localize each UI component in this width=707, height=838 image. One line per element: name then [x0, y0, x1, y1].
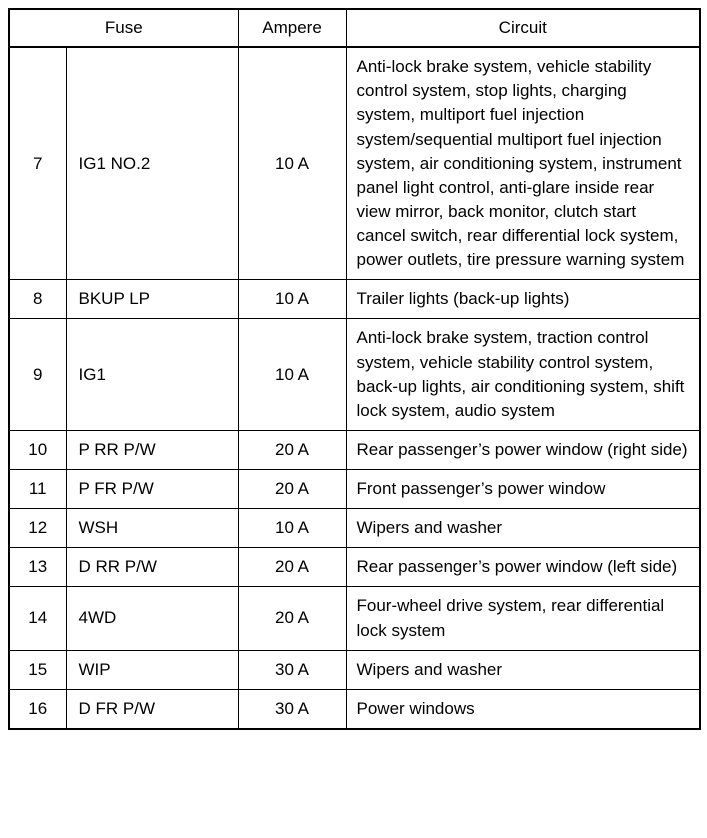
fuse-name: IG1 — [66, 319, 238, 431]
fuse-number: 15 — [9, 650, 66, 689]
fuse-circuit: Trailer lights (back-up lights) — [346, 280, 700, 319]
fuse-name: WSH — [66, 509, 238, 548]
fuse-circuit: Wipers and washer — [346, 650, 700, 689]
table-row — [9, 587, 700, 650]
fuse-number: 9 — [9, 319, 66, 431]
table-row — [9, 319, 700, 431]
fuse-ampere: 10 A — [238, 509, 346, 548]
fuse-number: 7 — [9, 47, 66, 280]
fuse-ampere: 10 A — [238, 280, 346, 319]
table-header-row — [9, 9, 700, 47]
fuse-circuit: Anti-lock brake system, traction control system, vehicle stability control system, back-up lights, air conditioning system, shift lock system, audio system — [346, 319, 700, 431]
fuse-table — [8, 8, 701, 730]
fuse-name: IG1 NO.2 — [66, 47, 238, 280]
table-row — [9, 470, 700, 509]
table-row — [9, 650, 700, 689]
table-body — [9, 47, 700, 729]
fuse-circuit: Four-wheel drive system, rear differential lock system — [346, 587, 700, 650]
table-row — [9, 430, 700, 469]
table-row — [9, 280, 700, 319]
fuse-ampere: 20 A — [238, 470, 346, 509]
fuse-name: WIP — [66, 650, 238, 689]
fuse-ampere: 20 A — [238, 430, 346, 469]
fuse-ampere: 20 A — [238, 587, 346, 650]
fuse-circuit: Rear passenger’s power window (right side) — [346, 430, 700, 469]
fuse-ampere: 10 A — [238, 47, 346, 280]
header-ampere: Ampere — [238, 9, 346, 47]
table-row — [9, 548, 700, 587]
fuse-name: D RR P/W — [66, 548, 238, 587]
fuse-ampere: 30 A — [238, 689, 346, 729]
fuse-circuit: Front passenger’s power window — [346, 470, 700, 509]
fuse-number: 8 — [9, 280, 66, 319]
fuse-circuit: Power windows — [346, 689, 700, 729]
fuse-number: 13 — [9, 548, 66, 587]
table-row — [9, 509, 700, 548]
fuse-name: BKUP LP — [66, 280, 238, 319]
fuse-number: 10 — [9, 430, 66, 469]
fuse-ampere: 20 A — [238, 548, 346, 587]
fuse-number: 14 — [9, 587, 66, 650]
fuse-name: P RR P/W — [66, 430, 238, 469]
header-circuit: Circuit — [346, 9, 700, 47]
fuse-name: P FR P/W — [66, 470, 238, 509]
fuse-number: 16 — [9, 689, 66, 729]
fuse-circuit: Rear passenger’s power window (left side) — [346, 548, 700, 587]
fuse-ampere: 30 A — [238, 650, 346, 689]
table-row — [9, 689, 700, 729]
fuse-name: D FR P/W — [66, 689, 238, 729]
fuse-number: 11 — [9, 470, 66, 509]
fuse-circuit: Anti-lock brake system, vehicle stability control system, stop lights, charging system, multiport fuel injection system/sequential multiport fuel injection system, air conditioning system, instrument panel light control, anti-glare inside rear view mirror, back monitor, clutch start cancel switch, rear differential lock system, power outlets, tire pressure warning system — [346, 47, 700, 280]
fuse-circuit: Wipers and washer — [346, 509, 700, 548]
fuse-ampere: 10 A — [238, 319, 346, 431]
header-fuse: Fuse — [9, 9, 238, 47]
fuse-name: 4WD — [66, 587, 238, 650]
table-row — [9, 47, 700, 280]
fuse-number: 12 — [9, 509, 66, 548]
